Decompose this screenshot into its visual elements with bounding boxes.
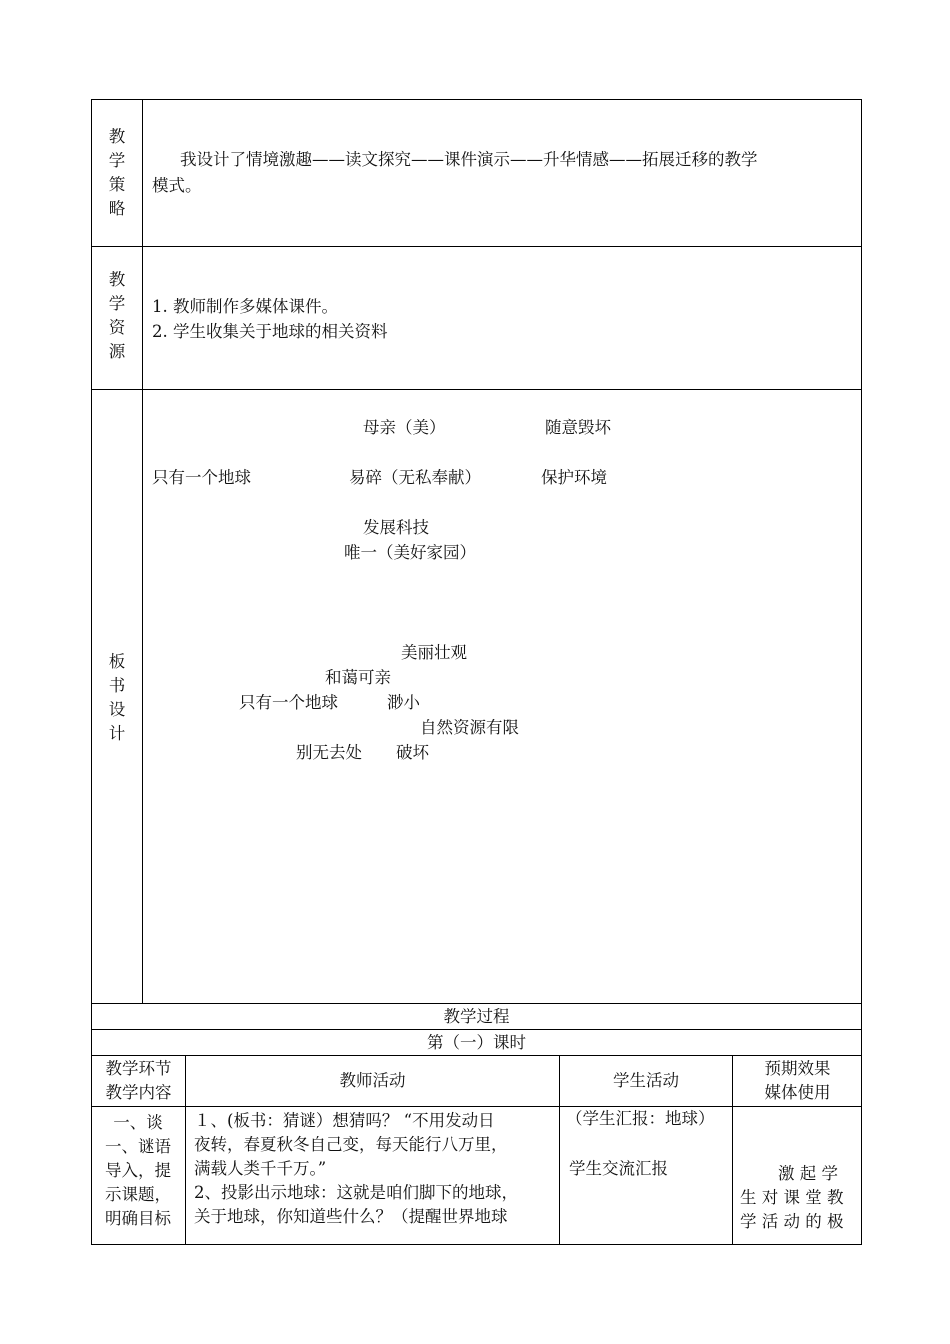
board-text: 破坏: [396, 743, 429, 762]
row-divider: [91, 1029, 862, 1030]
strategy-text: 我设计了情境激趣——读文探究——课件演示——升华情感——拓展迁移的教学: [180, 150, 758, 169]
process-title: 教学过程: [443, 1007, 510, 1026]
board-text: 只有一个地球: [152, 468, 251, 487]
strategy-label: 教 学 策 略: [108, 127, 126, 218]
strategy-text: 模式。: [152, 176, 202, 195]
board-text: 别无去处: [296, 743, 362, 762]
resources-label: 教 学 资 源: [108, 270, 126, 361]
row-divider: [91, 1055, 862, 1056]
row-divider: [91, 246, 862, 247]
board-label: 板 书 设 计: [108, 652, 126, 743]
header-effect: 预期效果 媒体使用: [764, 1059, 831, 1102]
row-divider: [91, 389, 862, 390]
board-text: 随意毁坏: [545, 418, 611, 437]
header-student: 学生活动: [613, 1071, 679, 1090]
column-divider: [142, 99, 143, 1004]
board-text: 只有一个地球: [239, 693, 338, 712]
board-text: 易碎（无私奉献）: [349, 468, 481, 487]
board-text: 保护环境: [541, 468, 607, 487]
effect-cell: 激 起 学 生 对 课 堂 教 学 活 动 的 极: [740, 1164, 844, 1231]
board-text: 自然资源有限: [420, 718, 519, 737]
resource-item: 1. 教师制作多媒体课件。: [152, 297, 338, 316]
row-divider: [91, 1106, 862, 1107]
teacher-activity-cell: １、(板书：猜谜）想猜吗？ “不用发动日 夜转，春夏秋冬自己变，每天能行八万里， 满载人类千千万。” 2、投影出示地球：这就是咱们脚下的地球， 关于地球，你知道些什么？（提醒世界地球: [194, 1111, 518, 1226]
board-text: 发展科技: [363, 518, 429, 537]
resource-item: 2. 学生收集关于地球的相关资料: [152, 322, 388, 341]
header-teacher: 教师活动: [339, 1071, 406, 1090]
board-text: 唯一（美好家园）: [344, 543, 476, 562]
student-activity: 学生交流汇报: [569, 1159, 668, 1178]
stage-cell: 一、谈 一、谜语 导入，提 示课题， 明确目标: [105, 1113, 171, 1228]
lesson-number: 第（一）课时: [427, 1033, 526, 1052]
header-stage: 教学环节 教学内容: [105, 1059, 172, 1102]
board-text: 渺小: [387, 693, 420, 712]
board-text: 和蔼可亲: [325, 668, 391, 687]
board-text: 母亲（美）: [363, 418, 446, 437]
student-activity: （学生汇报：地球）: [566, 1109, 715, 1128]
board-text: 美丽壮观: [401, 643, 467, 662]
row-divider: [91, 1003, 862, 1004]
